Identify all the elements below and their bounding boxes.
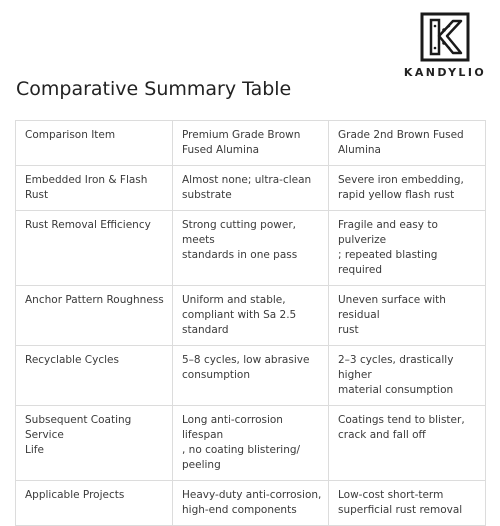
brand-logo [400, 12, 490, 79]
table-header-cell: Grade 2nd Brown Fused Alumina [329, 121, 486, 166]
table-row [16, 211, 486, 286]
table-cell: Recyclable Cycles [16, 346, 173, 406]
table-header-cell: Premium Grade Brown Fused Alumina [173, 121, 329, 166]
table-cell: Uneven surface with residual rust [329, 286, 486, 346]
table-cell: 5–8 cycles, low abrasive consumption [173, 346, 329, 406]
table-cell: Heavy-duty anti-corrosion, high-end components [173, 481, 329, 526]
table-cell: Applicable Projects [16, 481, 173, 526]
table-row [16, 166, 486, 211]
table-cell: Strong cutting power, meets standards in one pass [173, 211, 329, 286]
brand-name: KANDYLIO [403, 66, 487, 79]
table-cell: Subsequent Coating Service Life [16, 406, 173, 481]
table-cell: Fragile and easy to pulverize ; repeated blasting required [329, 211, 486, 286]
comparison-table [15, 120, 486, 526]
table-cell: Rust Removal Efficiency [16, 211, 173, 286]
table-cell: Low-cost short-term superficial rust removal [329, 481, 486, 526]
table-row [16, 406, 486, 481]
table-cell: 2–3 cycles, drastically higher material consumption [329, 346, 486, 406]
table-row [16, 286, 486, 346]
table-cell: Almost none; ultra-clean substrate [173, 166, 329, 211]
page-title: Comparative Summary Table [16, 78, 292, 100]
table-cell: Long anti-corrosion lifespan , no coating blistering/ peeling [173, 406, 329, 481]
table-row [16, 346, 486, 406]
table-header-row [16, 121, 486, 166]
table-cell: Uniform and stable, compliant with Sa 2.5 standard [173, 286, 329, 346]
table-row [16, 481, 486, 526]
table-header-cell: Comparison Item [16, 121, 173, 166]
k-circuit-logo-icon [420, 12, 470, 62]
table-cell: Severe iron embedding, rapid yellow flash rust [329, 166, 486, 211]
table-cell: Anchor Pattern Roughness [16, 286, 173, 346]
table-cell: Embedded Iron & Flash Rust [16, 166, 173, 211]
table-cell: Coatings tend to blister, crack and fall off [329, 406, 486, 481]
